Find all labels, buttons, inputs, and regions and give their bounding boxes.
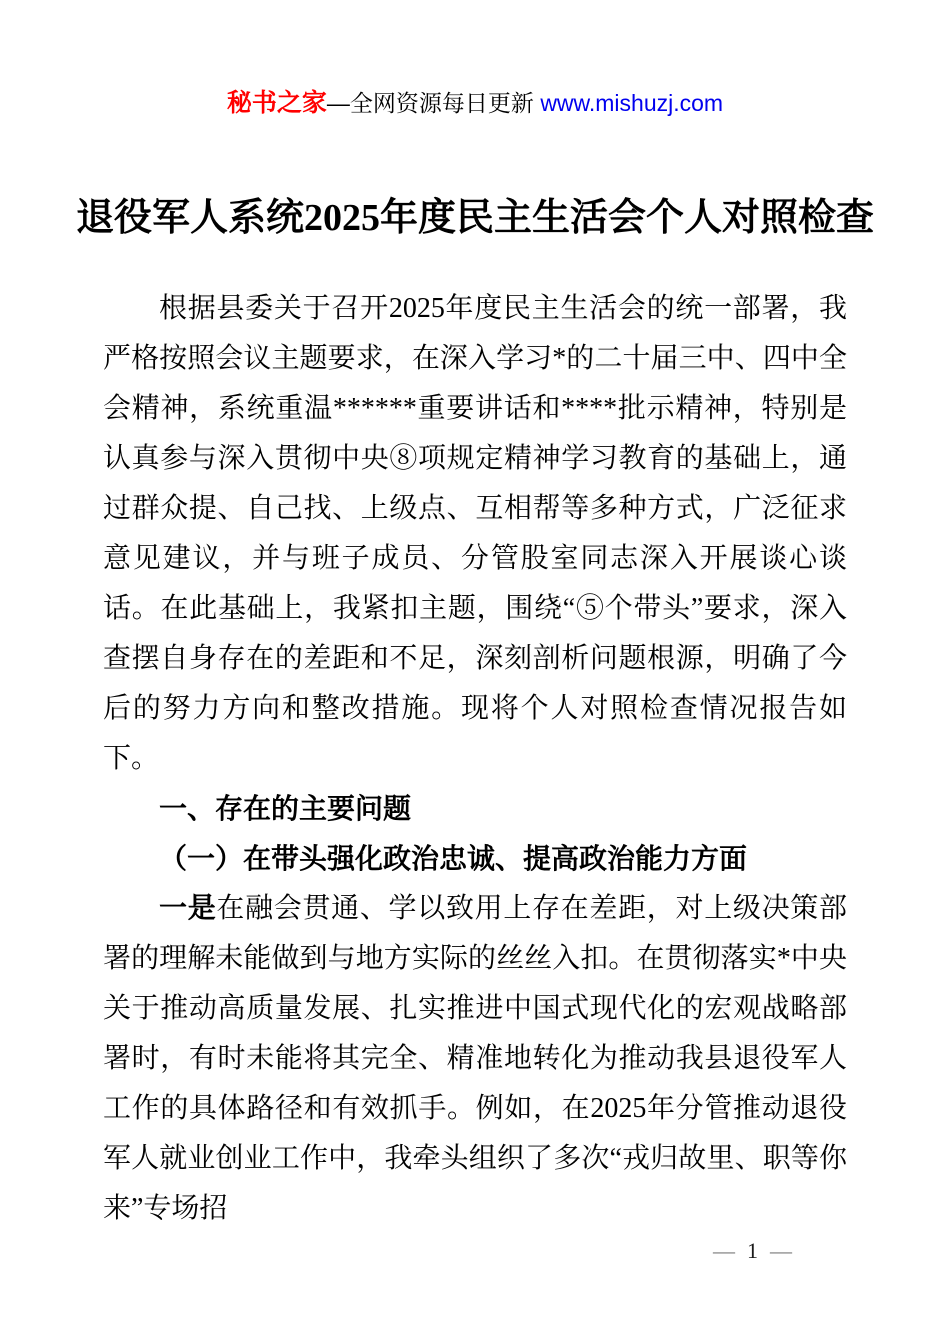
paragraph-point-one [103,884,847,1234]
paragraph-lead: 一是 [159,893,217,924]
site-link[interactable]: www.mishuzj.com [540,90,724,116]
page-header [0,0,950,118]
paragraph-intro: 根据县委关于召开2025年度民主生活会的统一部署，我严格按照会议主题要求，在深入学习*的二十届三中、四中全会精神，系统重温******重要讲话和****批示精神，特别是认真参与深入贯彻中央⑧项规定精神学习教育的基础上，通过群众提、自己找、上级点、互相帮等多种方式，广泛征求意见建议，并与班子成员、分管股室同志深入开展谈心谈话。在此基础上，我紧扣主题，围绕“⑤个带头”要求，深入查摆自身存在的差距和不足，深刻剖析问题根源，明确了今后的努力方向和整改措施。现将个人对照检查情况报告如下。 [103,293,847,774]
section-heading-sub: （一）在带头强化政治忠诚、提高政治能力方面 [159,843,748,874]
page-number-value: 1 [747,1238,758,1263]
brand-text: 秘书之家 [226,89,327,117]
page-number [713,1238,792,1264]
page-number-dash-right: — [770,1238,792,1263]
page-title: 退役军人系统2025年度民主生活会个人对照检查 [75,197,874,239]
paragraph-text: 在融会贯通、学以致用上存在差距，对上级决策部署的理解未能做到与地方实际的丝丝入扣。在贯彻落实*中央关于推动高质量发展、扎实推进中国式现代化的宏观战略部署时，有时未能将其完全、精准地转化为推动我县退役军人工作的具体路径和有效抓手。例如，在2025年分管推动退役军人就业创业工作中，我牵头组织了多次“戎归故里、职等你来”专场招 [103,893,847,1224]
document-body [0,284,950,1234]
header-tagline: —全网资源每日更新 [326,90,541,116]
page-number-dash-left: — [713,1238,735,1263]
section-heading-main: 一、存在的主要问题 [159,793,412,824]
